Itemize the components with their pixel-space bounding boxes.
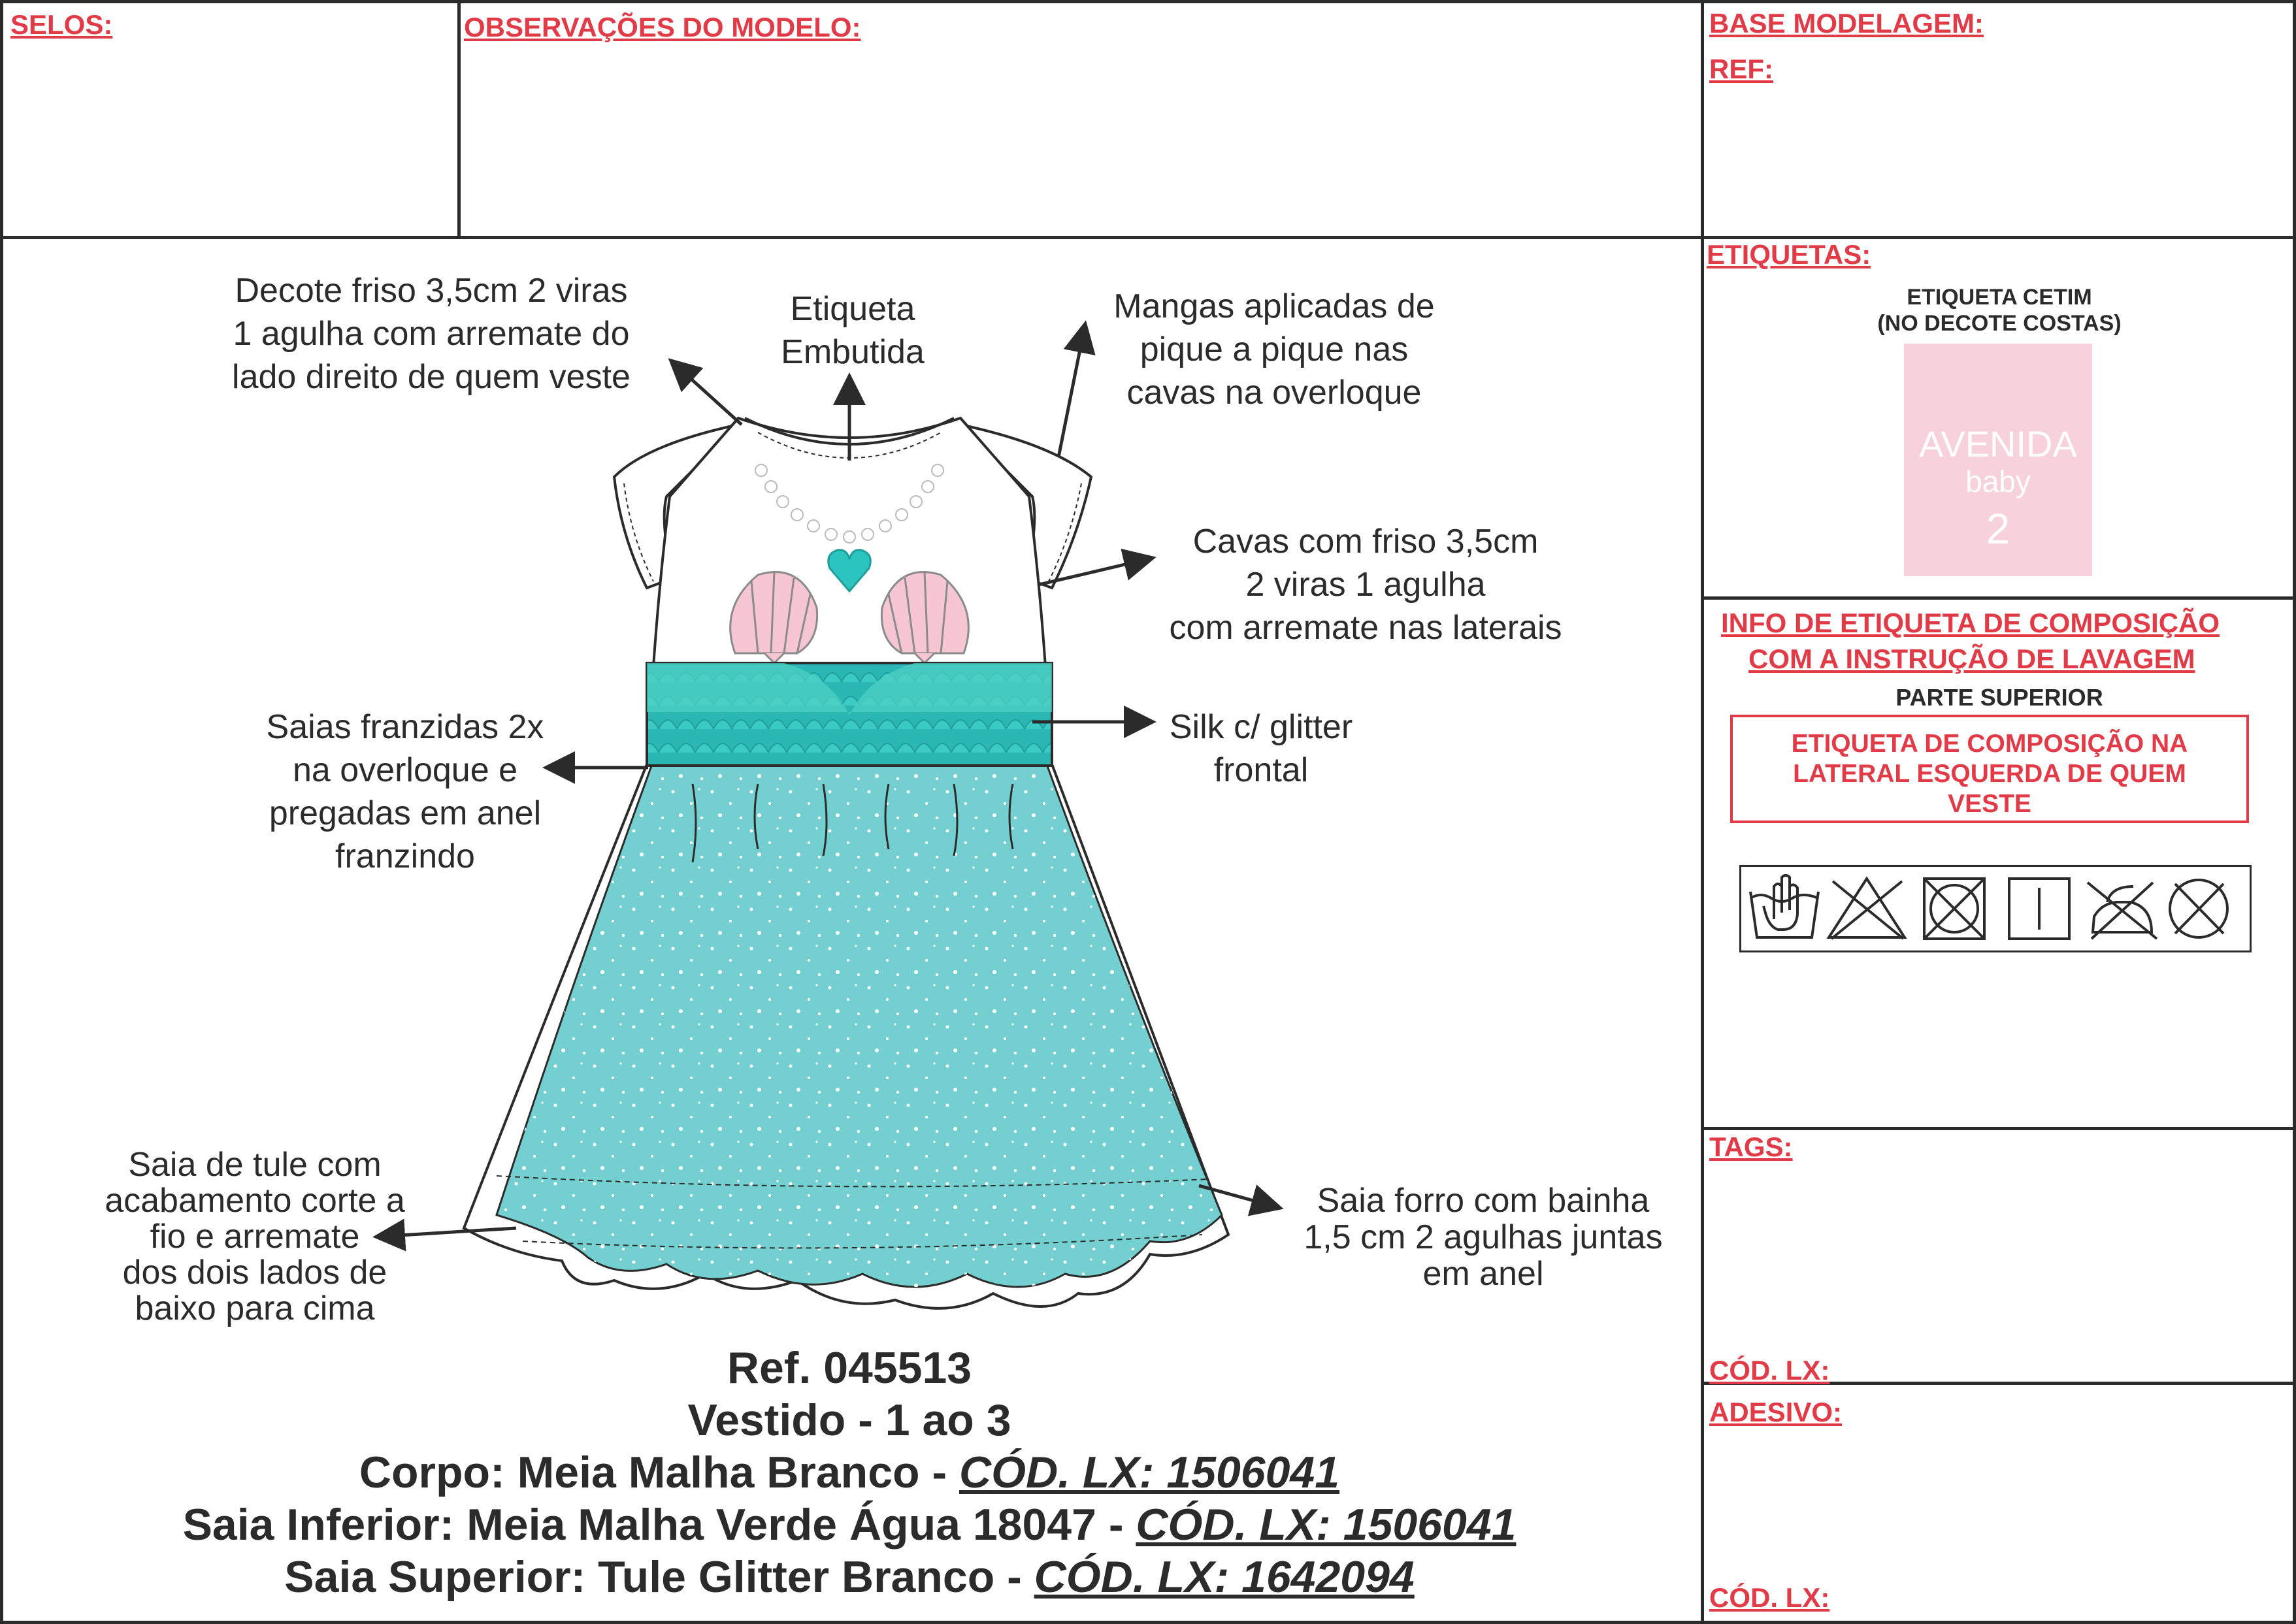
brand-label-swatch bbox=[1904, 344, 2092, 576]
comp-line-3: VESTE bbox=[1948, 790, 2031, 818]
saia-superior-text: Saia Superior: Tule Glitter Branco - bbox=[284, 1552, 1034, 1602]
parte-superior: PARTE SUPERIOR bbox=[1895, 684, 2103, 711]
saia-inferior-text: Saia Inferior: Meia Malha Verde Água 18047 - bbox=[182, 1500, 1136, 1550]
annotation-silk bbox=[1150, 706, 1372, 792]
annotation-mangas bbox=[1072, 285, 1477, 414]
base-modelagem-label: BASE MODELAGEM: bbox=[1709, 8, 1984, 39]
annotation-cavas bbox=[1137, 520, 1594, 649]
corpo-text: Corpo: Meia Malha Branco - bbox=[359, 1448, 960, 1497]
tags-label: TAGS: bbox=[1709, 1131, 1793, 1162]
adesivo-label: ADESIVO: bbox=[1709, 1397, 1843, 1427]
annotation-etiqueta-line-2: Embutida bbox=[781, 333, 925, 371]
info-line-1: INFO DE ETIQUETA DE COMPOSIÇÃO bbox=[1721, 608, 2220, 638]
cod-lx-tags: CÓD. LX: bbox=[1709, 1355, 1830, 1386]
comp-line-2: LATERAL ESQUERDA DE QUEM bbox=[1793, 760, 2186, 788]
line-dry-icon bbox=[2009, 879, 2069, 939]
annotation-cavas-line-1: Cavas com friso 3,5cm bbox=[1192, 523, 1539, 560]
reference-block bbox=[0, 1342, 1699, 1603]
hand-wash-icon bbox=[1750, 875, 1818, 937]
etiqueta-cetim-text bbox=[1843, 284, 2156, 336]
annotation-tule bbox=[65, 1147, 444, 1327]
no-dry-clean-icon bbox=[2170, 880, 2227, 937]
annotation-decote-line-1: Decote friso 3,5cm 2 viras bbox=[235, 272, 628, 310]
right-info-cell bbox=[1701, 596, 2296, 1130]
brand-name: AVENIDA bbox=[1919, 423, 2077, 464]
annotation-forro-line-2: 1,5 cm 2 agulhas juntas bbox=[1304, 1218, 1663, 1256]
saia-inferior-code: CÓD. LX: 1506041 bbox=[1136, 1500, 1517, 1550]
care-symbols-svg bbox=[1741, 867, 2250, 950]
saia-inferior-line bbox=[0, 1499, 1699, 1551]
care-symbols-strip bbox=[1739, 865, 2252, 952]
selos-label: SELOS: bbox=[10, 9, 113, 40]
annotation-decote-line-3: lado direito de quem veste bbox=[232, 358, 631, 396]
annotation-tule-line-1: Saia de tule com bbox=[128, 1146, 382, 1184]
saia-superior-line bbox=[0, 1551, 1699, 1603]
annotation-mangas-line-3: cavas na overloque bbox=[1126, 374, 1422, 412]
no-tumble-dry-icon bbox=[1924, 879, 1984, 939]
annotation-decote-line-2: 1 agulha com arremate do bbox=[233, 315, 630, 353]
annotation-saias-line-3: pregadas em anel bbox=[269, 794, 542, 832]
product-name: Vestido - 1 ao 3 bbox=[687, 1395, 1011, 1445]
cod-lx-adesivo: CÓD. LX: bbox=[1709, 1582, 1830, 1613]
annotation-mangas-line-1: Mangas aplicadas de bbox=[1113, 287, 1435, 325]
brand-size: 2 bbox=[1986, 504, 2010, 553]
annotation-mangas-line-2: pique a pique nas bbox=[1140, 331, 1409, 368]
corpo-code: CÓD. LX: 1506041 bbox=[959, 1448, 1340, 1497]
arrow-decote bbox=[673, 363, 742, 425]
annotation-tule-line-4: dos dois lados de bbox=[122, 1254, 387, 1291]
annotation-saias-line-2: na overloque e bbox=[292, 751, 518, 789]
annotation-tule-line-2: acabamento corte a bbox=[105, 1182, 405, 1220]
annotation-silk-line-1: Silk c/ glitter bbox=[1169, 708, 1353, 746]
annotation-tule-line-3: fio e arremate bbox=[150, 1218, 360, 1256]
ref-label: REF: bbox=[1709, 54, 1773, 84]
annotation-cavas-line-3: com arremate nas laterais bbox=[1169, 609, 1562, 647]
annotation-silk-line-2: frontal bbox=[1213, 751, 1309, 789]
annotation-etiqueta bbox=[745, 287, 960, 374]
ref-number: Ref. 045513 bbox=[727, 1343, 972, 1393]
annotation-forro-line-3: em anel bbox=[1422, 1255, 1544, 1293]
composition-label-box bbox=[1730, 715, 2249, 823]
etiqueta-line-1: ETIQUETA CETIM bbox=[1907, 285, 2092, 310]
annotation-forro-line-1: Saia forro com bainha bbox=[1317, 1182, 1650, 1220]
corpo-line bbox=[0, 1446, 1699, 1499]
right-tags-cell bbox=[1701, 1127, 2296, 1385]
observacoes-label: OBSERVAÇÕES DO MODELO: bbox=[464, 12, 861, 42]
annotation-saias-line-4: franzindo bbox=[335, 837, 475, 875]
etiqueta-line-2: (NO DECOTE COSTAS) bbox=[1877, 311, 2122, 336]
etiquetas-label: ETIQUETAS: bbox=[1707, 239, 1871, 270]
annotation-saias-line-1: Saias franzidas 2x bbox=[266, 708, 544, 746]
annotation-decote bbox=[196, 269, 666, 398]
info-line-2: COM A INSTRUÇÃO DE LAVAGEM bbox=[1748, 643, 2195, 674]
no-iron-icon bbox=[2088, 883, 2157, 939]
saia-superior-code: CÓD. LX: 1642094 bbox=[1034, 1552, 1415, 1602]
annotation-cavas-line-2: 2 viras 1 agulha bbox=[1245, 566, 1486, 604]
annotation-saias bbox=[216, 706, 595, 878]
brand-sub: baby bbox=[1965, 464, 2031, 498]
annotation-etiqueta-line-1: Etiqueta bbox=[790, 290, 915, 328]
annotation-forro bbox=[1268, 1182, 1699, 1292]
no-bleach-icon bbox=[1829, 879, 1905, 939]
comp-line-1: ETIQUETA DE COMPOSIÇÃO NA bbox=[1791, 730, 2188, 758]
annotation-tule-line-5: baixo para cima bbox=[135, 1290, 375, 1327]
